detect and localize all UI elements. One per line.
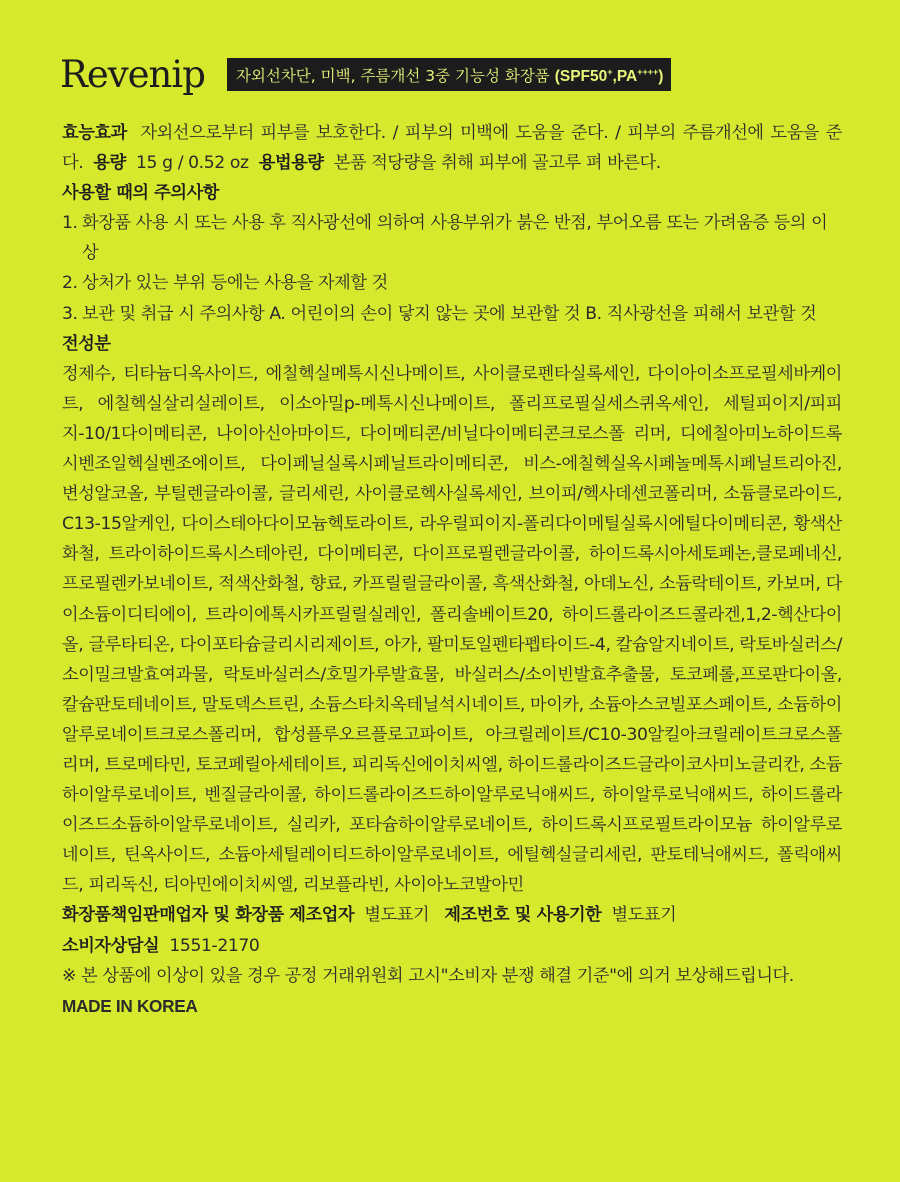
rating-close: ) <box>658 68 664 86</box>
consumer-phone: 1551-2170 <box>169 935 260 956</box>
spf-sup: + <box>607 66 613 77</box>
notice-text: ※ 본 상품에 이상이 있을 경우 공정 거래위원회 고시"소비자 분쟁 해결 기준"에 의거 보상해드립니다. <box>62 965 794 986</box>
responsible-line <box>62 900 842 930</box>
caution-number: 2. <box>62 273 78 294</box>
caution-item-1 <box>62 208 842 268</box>
caution-text: 보관 및 취급 시 주의사항 A. 어린이의 손이 닿지 않는 곳에 보관할 것 B. 직사광선을 피해서 보관할 것 <box>82 303 817 324</box>
volume-label: 용량 <box>93 153 126 174</box>
ingredients-text: 정제수, 티타늄디옥사이드, 에칠헥실메톡시신나메이트, 사이클로펜타실록세인, 다이아이소프로필세바케이트, 에칠헥실살리실레이트, 이소아밀p-메톡시신나메이트, 폴리프로필실세스퀴옥세인, 세틸피이지/피피지-10/1다이메티콘, 나이아신아마이드, 다이메티콘/비닐다이메티콘크로스폴 리머, 디에칠아미노하이드록시벤조일헥실벤조에이트, 다이페닐실록시페닐트라이메티콘, 비스-에칠헥실옥시페놀메톡시페닐트리아진, 변성알코올, 부틸렌글라이콜, 글리세린, 사이클로헥사실록세인, 브이피/헥사데센코폴리머, 소듐클로라이드, C13-15알케인, 다이스테아다이모늄헥토라이트, 라우릴피이지-폴리다이메틸실록시에틸다이메티콘, 황색산화철, 트라이하이드록시스테아린, 다이메티콘, 다이프로필렌글라이콜, 하이드록시아세토페논,클로페네신, 프로필렌카보네이트, 적색산화철, 향료, 카프릴릴글라이콜, 흑색산화철, 아데노신, 소듐락테이트, 카보머, 다이소듐이디티에이, 트라이에톡시카프릴릴실레인, 폴리솔베이트20, 하이드롤라이즈드콜라겐,1,2-헥산다이올, 글루타티온, 다이포타슘글리시리제이트, 아가, 팔미토일펜타펩타이드-4, 칼슘알지네이트, 락토바실러스/소이밀크발효여과물, 락토바실러스/호밀가루발효물, 바실러스/소이빈발효추출물, 토코페롤,프로판다이올, 칼슘판토테네이트, 말토덱스트린, 소듐스타치옥테닐석시네이트, 마이카, 소듐아스코빌포스페이트, 소듐하이알루로네이트크로스폴리머, 합성플루오르플로고파이트, 아크릴레이트/C10-30알킬아크릴레이트크로스폴리머, 트로메타민, 토코페릴아세테이트, 피리독신에이치씨엘, 하이드롤라이즈드글라이코사미노글리칸, 소듐하이알루로네이트, 벤질글라이콜, 하이드롤라이즈드하이알루로닉애씨드, 하이알루로닉애씨드, 하이드롤라이즈드소듐하이알루로네이트, 실리카, 포타슘하이알루로네이트, 하이드록시프로필트라이모늄 하이알루로네이트, 틴옥사이드, 소듐아세틸레이티드하이알루로네이트, 에틸헥실글리세린, 판토테닉애씨드, 폴릭애씨드, 피리독신, 티아민에이치씨엘, 리보플라빈, 사이아노코발아민 <box>62 363 842 896</box>
responsible-label: 화장품책임판매업자 및 화장품 제조업자 <box>62 905 355 926</box>
pa-sup: ++++ <box>637 66 659 77</box>
spf-text: (SPF50 <box>554 68 608 86</box>
spf-pa-rating <box>555 68 664 85</box>
caution-text: 화장품 사용 시 또는 사용 후 직사광선에 의하여 사용부위가 붉은 반점, 부어오름 또는 가려움증 등의 이상 <box>82 213 828 264</box>
consumer-label: 소비자상담실 <box>62 935 160 956</box>
responsible-value: 별도표기 <box>364 905 430 926</box>
made-in-korea: MADE IN KOREA <box>62 995 198 1016</box>
ingredients-title: 전성분 <box>62 333 111 354</box>
cautions-title: 사용할 때의 주의사항 <box>62 183 219 204</box>
tagline-badge <box>227 58 672 91</box>
efficacy-paragraph <box>62 118 842 178</box>
label-content <box>62 118 842 1022</box>
usage-label: 용법용량 <box>258 153 324 174</box>
usage-text: 본품 적당량을 취해 피부에 골고루 펴 바른다. <box>333 153 661 174</box>
batch-expiry-value: 별도표기 <box>611 905 677 926</box>
efficacy-label: 효능효과 <box>62 123 127 143</box>
notice-paragraph <box>62 961 842 1022</box>
caution-number: 3. <box>62 303 78 324</box>
caution-text: 상처가 있는 부위 등에는 사용을 자제할 것 <box>82 273 388 294</box>
volume-value: 15 g / 0.52 oz <box>135 153 249 174</box>
tagline-text: 자외선차단, 미백, 주름개선 3중 기능성 화장품 <box>235 67 550 86</box>
batch-expiry-label: 제조번호 및 사용기한 <box>444 905 602 926</box>
brand-logo: Revenip <box>60 53 205 96</box>
header <box>60 53 671 96</box>
efficacy-text: 자외선으로부터 피부를 보호한다. / 피부의 미백에 도움을 준다. / 피부의 주름개선에 도움을 준다. <box>62 123 842 174</box>
caution-number: 1. <box>62 213 78 234</box>
cautions-list <box>62 208 842 328</box>
consumer-line <box>62 931 842 961</box>
pa-text: ,PA <box>612 68 638 86</box>
caution-item-3 <box>62 299 842 329</box>
caution-item-2 <box>62 268 842 298</box>
